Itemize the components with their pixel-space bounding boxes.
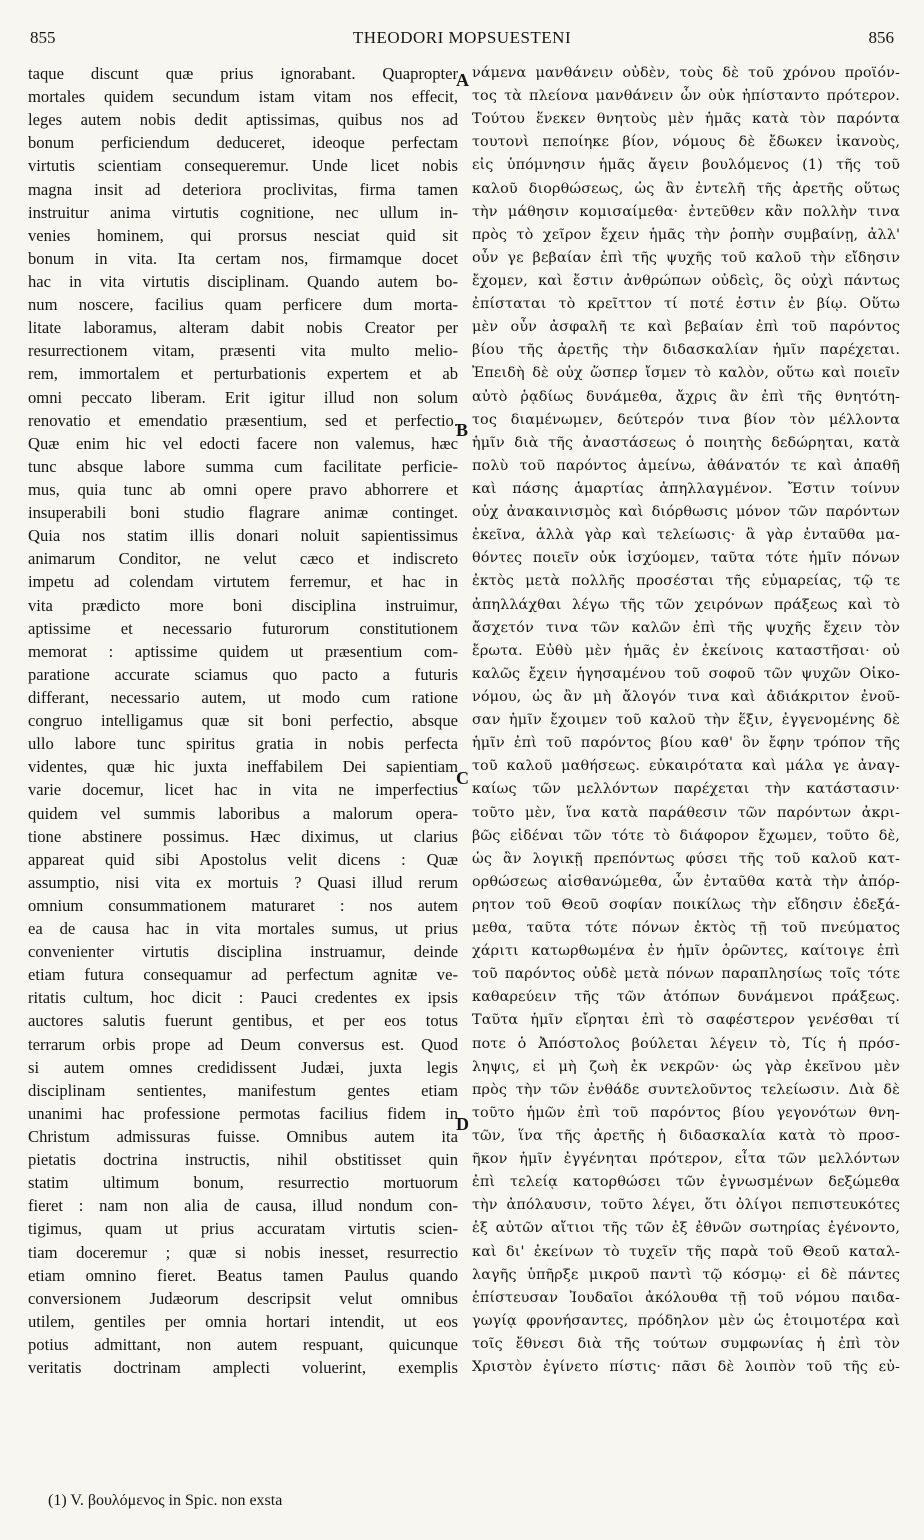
text-line: litate laboramus, alteram dabit nobis Creator per bbox=[28, 318, 458, 338]
text-line: ρητον τοῦ Θεοῦ σοφίαν ποικίλως τὴν εἴδησιν ἐδεξά- bbox=[472, 896, 900, 913]
text-line: καὶ δι' ἐκείνων τὸ τυχεῖν τῆς παρὰ τοῦ Θεοῦ καταλ- bbox=[472, 1243, 900, 1260]
text-line: πρὸς τὸ χεῖρον ἔχειν ἡμᾶς τὴν ῥοπὴν συμβαίνῃ, ἀλλ' bbox=[472, 226, 900, 243]
text-line: instruitur anima virtutis cognitione, nec ullum in- bbox=[28, 202, 458, 222]
text-line: καλῶς ἔχειν ἡγησαμένου τοῦ σοφοῦ τῶν ψυχῶν Οἰκο- bbox=[472, 665, 900, 682]
text-line: num noscere, facilius quam perficere dum morta- bbox=[28, 295, 458, 315]
text-line: ἀπηλλάχθαι λέγω τῆς τῶν χειρόνων πράξεως καὶ τὸ bbox=[472, 596, 900, 613]
text-line: potius admittant, non autem respuant, quicunque bbox=[28, 1335, 458, 1355]
text-line: τοῦτο μὲν, ἵνα κατὰ παράθεσιν τῶν παρόντων ἀκρι- bbox=[472, 804, 900, 821]
text-line: congruo intelligamus quæ sit boni perfectio, absque bbox=[28, 711, 458, 731]
running-title: THEODORI MOPSUESTENI bbox=[352, 28, 572, 47]
text-line: τοῦ καλοῦ μαθήσεως. εὐκαιρότατα καὶ μάλα γε ἀναγ- bbox=[472, 758, 900, 775]
text-line: οὐχ ἀνακαινισμὸς καὶ διόρθωσις μόνον τῶν παρόντων bbox=[472, 504, 900, 521]
text-line: taque discunt quæ prius ignorabant. Quapropter bbox=[28, 64, 458, 83]
text-line: venies hominem, qui prorsus nesciat quid sit bbox=[28, 225, 458, 245]
text-line: τος διαμένωμεν, δεύτερόν τινα βίον τὸν μέλλοντα bbox=[472, 411, 900, 428]
text-line: veritatis doctrinam amplecti voluerint, exemplis bbox=[28, 1358, 458, 1378]
text-line: πολὺ τοῦ παρόντος ἀμείνω, ἀθάνατόν τε καὶ ἀπαθῆ bbox=[472, 457, 900, 474]
text-line: βίου τῆς ἀρετῆς τὴν διδασκαλίαν ἡμῖν παρέχεται. bbox=[472, 342, 900, 359]
text-line: ἡμῖν διὰ τῆς ἀναστάσεως ὁ ποιητὴς δεδώρηται, κατὰ bbox=[472, 434, 900, 451]
text-line: ἔρωτα. Εὐθὺ μὲν ἡμᾶς ἐν ἐκείνοις καταστῆσαι· οὐ bbox=[472, 642, 900, 659]
text-line: νόμου, ὡς ἂν μὴ ἄλογόν τινα καὶ ἀδιάκριτον ἐνοῦ- bbox=[472, 688, 900, 705]
text-line: tione abstinere possimus. Hæc diximus, ut clarius bbox=[28, 826, 458, 846]
text-line: ἐκτὸς μετὰ πολλῆς προσέσται τῆς εὐμαρείας, τῷ τε bbox=[472, 573, 900, 590]
footnote: (1) V. βουλόμενος in Spic. non exsta bbox=[48, 1492, 283, 1509]
text-line: καίως τῶν μελλόντων παρέχεται τὴν κατάστασιν· bbox=[472, 781, 900, 798]
text-line: ἐπίσταται τὸ κρεῖττον τί ποτέ ἐστιν ἐν βίῳ. Οὕτω bbox=[472, 296, 900, 313]
text-line: ἄσχετόν τινα τῶν καλῶν ἐπὶ τῆς ψυχῆς ἔχειν τὸν bbox=[472, 619, 900, 636]
margin-marker-c: C bbox=[456, 768, 469, 788]
text-line: etiam futura consequamur ad perfectum agnitæ ve- bbox=[28, 965, 458, 985]
text-line: conversionem Judæorum descripsit velut omnibus bbox=[28, 1288, 458, 1308]
text-line: Ἐπειδὴ δὲ οὐχ ὥσπερ ἴσμεν τὸ καλὸν, οὕτω καὶ ποιεῖν bbox=[472, 365, 900, 382]
text-line: fieret : nam non alia de causa, illud nondum con- bbox=[28, 1196, 458, 1216]
text-line: τος τὰ πλείονα μανθάνειν ὧν οὐκ ἠπίσταντο πρότερον. bbox=[472, 88, 900, 105]
text-line: ὡς ἂν λογικῇ πρεπόντως φύσει τῆς τοῦ καλοῦ κατ- bbox=[472, 850, 900, 867]
text-line: insuperabili boni studio flagrare animæ continget. bbox=[28, 503, 458, 523]
text-line: ληψις, εἰ μὴ ζωὴ ἐκ νεκρῶν· ὡς γὰρ ἐκεῖνου μὲν bbox=[472, 1058, 900, 1075]
text-line: memorat : aptissime quidem ut præsentium com- bbox=[28, 641, 458, 661]
text-line: pietatis doctrina instructis, nihil obstitisset quin bbox=[28, 1150, 458, 1170]
text-line: mortales quidem secundum istam vitam nos effecit, bbox=[28, 87, 458, 107]
left-page-number: 855 bbox=[30, 28, 56, 47]
text-line: Quæ enim hic vel edocti facere non valemus, hæc bbox=[28, 433, 458, 453]
text-line: τοῦτο ἡμῶν ἐπὶ τοῦ παρόντος βίου γεγονότων θνη- bbox=[472, 1104, 900, 1121]
text-line: τὴν ἀπόλαυσιν, τοῦτο λέγει, ὅτι ὀλίγοι πεπιστευκότες bbox=[472, 1197, 900, 1214]
text-line: ἐξ αὐτῶν αἴτιοι τῆς τῶν ἐξ ἐθνῶν σωτηρίας ἐγένοντο, bbox=[472, 1220, 900, 1237]
text-line: ἔχομεν, καὶ ἔστιν ἀνθρώπων οὐδεὶς, ὃς οὐχὶ πάντως bbox=[472, 272, 900, 289]
text-line: νάμενα μανθάνειν οὐδὲν, τοὺς δὲ τοῦ χρόνου προϊόν- bbox=[472, 65, 900, 81]
text-line: varie docemur, licet hac in vita ne imperfectius bbox=[28, 780, 458, 800]
text-line: assumptio, nisi vita ex mortuis ? Quasi illud rerum bbox=[28, 872, 458, 892]
text-line: vita prædicto more boni disciplina instruimur, bbox=[28, 595, 458, 615]
text-line: ἡμῖν ἐπὶ τοῦ παρόντος βίου καθ' ὃν ἔφην τρόπον τῆς bbox=[472, 735, 900, 752]
text-line: paratione accurate sciamus quo pacto a futuris bbox=[28, 664, 458, 684]
text-line: ἐπίστευσαν Ἰουδαῖοι ἀκόλουθα τῇ τοῦ νόμου παιδα- bbox=[472, 1289, 900, 1306]
text-line: videntes, quæ hic juxta ineffabilem Dei sapientiam bbox=[28, 757, 458, 777]
text-line: ritatis cultum, hoc dicit : Pauci credentes ex ipsis bbox=[28, 988, 458, 1008]
text-line: τοῦ παρόντος οὐδὲ μετὰ πόνων παραπλησίως τοῖς τότε bbox=[472, 966, 900, 983]
text-line: mus, quia tunc ab omni opere pravo abhorrere et bbox=[28, 479, 458, 499]
text-line: αὐτὸ ῥᾳδίως δυνάμεθα, ἄχρις ἂν ἐπὶ τῆς θνητότη- bbox=[472, 388, 900, 405]
text-line: τῶν, ἵνα τῆς ἀρετῆς ἡ διδασκαλία κατὰ τὸ προσ- bbox=[472, 1128, 900, 1145]
text-line: aptissime et necessario futurorum constitutionem bbox=[28, 618, 458, 638]
text-line: οὖν γε βεβαίαν ἐπὶ τῆς ψυχῆς τοῦ καλοῦ τὴν εἴδησιν bbox=[472, 249, 900, 266]
text-line: terrarum orbis prope ad Deum conversus est. Quod bbox=[28, 1034, 458, 1054]
text-line: ἐπὶ τελείᾳ κατορθώσει τῶν ἐγνωσμένων δεξώμεθα bbox=[472, 1174, 900, 1191]
text-line: tiam doceremur ; quæ si nobis inesset, resurrectio bbox=[28, 1242, 458, 1262]
text-line: bonum perficiendum deduceret, ideoque perfectam bbox=[28, 133, 458, 153]
text-line: ea de causa hac in vita mortales sumus, ut prius bbox=[28, 919, 458, 939]
text-line: γωγίᾳ φρονήσαντες, πρόδηλον μὲν ὡς ἑτοιμοτέρα καὶ bbox=[472, 1312, 900, 1329]
right-page-number: 856 bbox=[868, 28, 894, 47]
text-line: Quia nos statim illis donari noluit sapientissimus bbox=[28, 526, 458, 546]
text-line: ullo labore tunc spiritus gratia in nobis perfecta bbox=[28, 734, 458, 754]
text-line: ἐκεῖνα, ἀλλὰ γὰρ καὶ τελείωσις· ἃ γὰρ ἐνταῦθα μα- bbox=[472, 527, 900, 544]
text-line: καὶ πάσης ἁμαρτίας ἀπηλλαγμένον. Ἔστιν τοίνυν bbox=[472, 480, 900, 497]
text-line: statim ultimum bonum, resurrectio mortuorum bbox=[28, 1173, 458, 1193]
text-line: omnium consummationem maturaret : nos autem bbox=[28, 895, 458, 915]
text-line: appareat quid sibi Apostolus velit dicens : Quæ bbox=[28, 849, 458, 869]
text-line: hac in vita virtutis disciplinam. Quando autem bo- bbox=[28, 271, 458, 291]
text-line: μὲν οὖν ἀσφαλῆ τε καὶ βεβαίαν ἐπὶ τοῦ παρόντος bbox=[472, 319, 900, 336]
text-line: ορθώσεως αἰσθανώμεθα, ὧν ἐνταῦθα κατὰ τὴν ἀπόρ- bbox=[472, 873, 900, 890]
text-line: impetu ad colendam virtutem ferremur, et hac in bbox=[28, 572, 458, 592]
text-line: virtutis scientiam consequeremur. Unde licet nobis bbox=[28, 156, 458, 176]
text-line: omni peccato liberam. Erit igitur illud non solum bbox=[28, 387, 458, 407]
text-line: disciplinam sentientes, manifestum gentes etiam bbox=[28, 1080, 458, 1100]
text-line: animarum Conditor, ne velut cæco et indiscreto bbox=[28, 549, 458, 569]
text-line: si autem omnes credidissent Judæi, juxta legis bbox=[28, 1057, 458, 1077]
margin-marker-a: A bbox=[456, 70, 469, 90]
text-line: τοῖς ἔθνεσι διὰ τῆς τούτων συμφωνίας ἡ ἐπὶ τὸν bbox=[472, 1336, 900, 1353]
text-line: ῆκον ἡμῖν ἐγγένηται πρότερον, εἶτα τῶν μελλόντων bbox=[472, 1151, 900, 1168]
text-line: convenienter virtutis disciplina instruamur, deinde bbox=[28, 942, 458, 962]
text-line: auctores salutis fuerunt gentibus, et per eos totus bbox=[28, 1011, 458, 1031]
latin-column bbox=[28, 62, 458, 1442]
text-line: Τούτου ἕνεκεν θνητοὺς μὲν ἡμᾶς κατὰ τὸν παρόντα bbox=[472, 111, 900, 128]
text-line: ποτε ὁ Ἀπόστολος βούλεται λέγειν τὸ, Τίς ἡ πρόσ- bbox=[472, 1035, 900, 1052]
page-header bbox=[30, 28, 894, 58]
text-line: tigimus, quam ut prius accuratam virtutis scien- bbox=[28, 1219, 458, 1239]
text-line: Χριστὸν ἐγίνετο πίστις· πᾶσι δὲ λοιπὸν τοῦ τῆς εὐ- bbox=[472, 1359, 900, 1376]
text-line: rem, immortalem et perturbationis expertem et ab bbox=[28, 364, 458, 384]
text-line: etiam omnino fieret. Beatus tamen Paulus quando bbox=[28, 1265, 458, 1285]
text-line: leges autem nobis dedit aptissimas, quibus nos ad bbox=[28, 110, 458, 130]
text-line: Christum admissuras fuisse. Omnibus autem ita bbox=[28, 1127, 458, 1147]
text-line: utilem, gentiles per omnia hortari intendit, ut eos bbox=[28, 1311, 458, 1331]
text-line: εἰς ὑπόμνησιν ἡμᾶς ἄγειν βουλόμενος (1) τῆς τοῦ bbox=[472, 157, 900, 174]
text-line: βῶς εἰδέναι τῶν τότε τὸ διάφορον ἔχωμεν, τοῦτο δὲ, bbox=[472, 827, 900, 844]
text-line: tunc absque labore summa cum facilitate perficie- bbox=[28, 456, 458, 476]
text-line: χάριτι κατωρθωμένα ἐν ἡμῖν ὁρῶντες, καίτοιγε ἐπὶ bbox=[472, 943, 900, 960]
text-line: τουτονὶ πεποίηκε βίον, νόμους δὲ ἔδωκεν ἱκανοὺς, bbox=[472, 134, 900, 151]
text-line: θόντες ποιεῖν οὐκ ἰσχύομεν, ταῦτα τότε ἡμῖν πόνων bbox=[472, 550, 900, 567]
text-line: resurrectionem vitam, præsenti vita multo melio- bbox=[28, 341, 458, 361]
text-line: καλοῦ διορθώσεως, ὡς ἂν ἐντελῆ τῆς ἀρετῆς οὕτως bbox=[472, 180, 900, 197]
text-line: καθαρεύειν τῆς τῶν ἀτόπων δυνάμενοι πράξεως. bbox=[472, 989, 900, 1006]
text-line: bonum in vita. Ita certam nos, firmamque docet bbox=[28, 248, 458, 268]
text-line: unanimi hac professione permotas facilius fidem in bbox=[28, 1103, 458, 1123]
text-line: σαν ἡμῖν ἔχοιμεν τοῦ καλοῦ τὴν ἕξιν, ἐγγενομένης δὲ bbox=[472, 712, 900, 729]
margin-marker-d: D bbox=[456, 1114, 469, 1134]
text-line: λαγῆς ὑπῆρξε μικροῦ παντὶ τῷ κόσμῳ· εἰ δὲ πάντες bbox=[472, 1266, 900, 1283]
text-line: differant, necessario autem, ut modo cum ratione bbox=[28, 687, 458, 707]
margin-marker-b: B bbox=[456, 420, 469, 440]
text-line: renovatio et emendatio præsentium, sed et perfectio. bbox=[28, 410, 458, 430]
text-line: τὴν μάθησιν κομισαίμεθα· ἐντεῦθεν κἂν πολλὴν τινα bbox=[472, 203, 900, 220]
text-line: quidem vel summis laboribus a malorum opera- bbox=[28, 803, 458, 823]
text-line: πρὸς τὴν τῶν ἐνθάδε συντελοῦντος τελείωσιν. Διὰ δὲ bbox=[472, 1081, 900, 1098]
text-line: magna insit ad deteriora proclivitas, firma tamen bbox=[28, 179, 458, 199]
text-line: μεθα, ταῦτα τότε πόνων ἐκτὸς τῇ τοῦ πνεύματος bbox=[472, 920, 900, 937]
text-line: Ταῦτα ἡμῖν εἴρηται ἐπὶ τὸ σαφέστερον γενέσθαι τί bbox=[472, 1012, 900, 1029]
greek-column bbox=[472, 62, 900, 1442]
